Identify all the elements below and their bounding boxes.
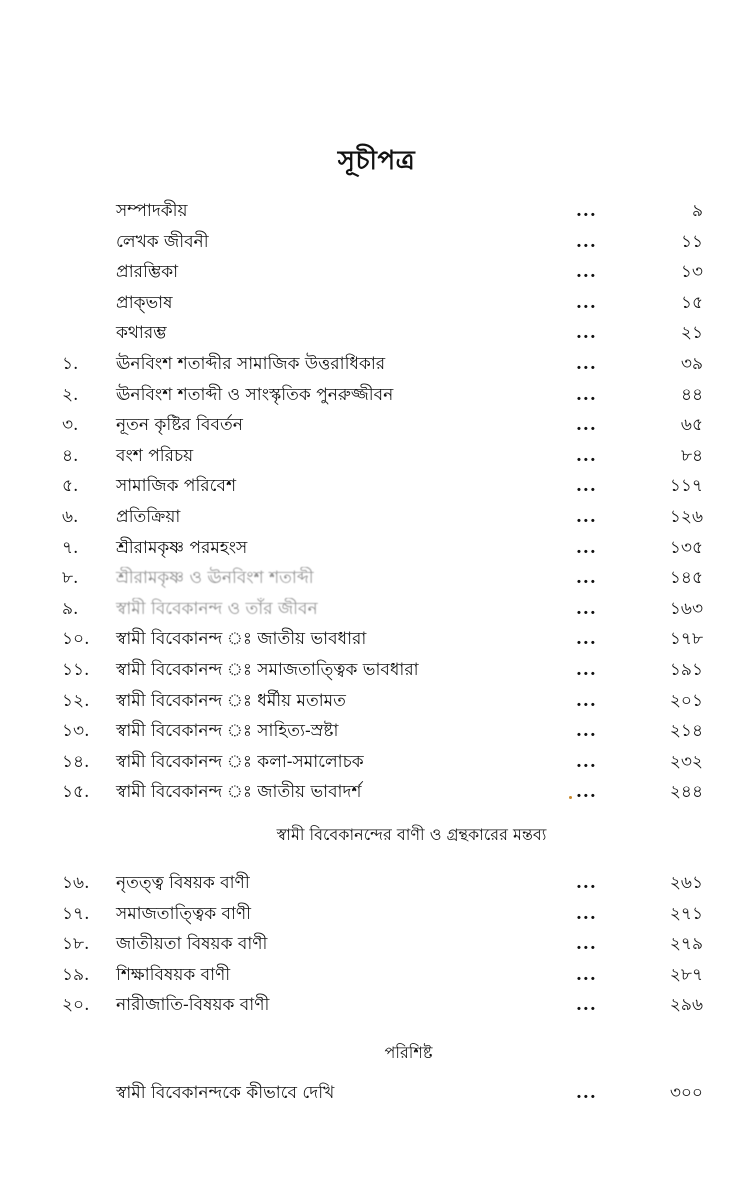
entry-number: ৬. bbox=[62, 506, 79, 527]
dot-leader: ... bbox=[576, 721, 597, 742]
entry-title: কথারম্ভ bbox=[116, 323, 167, 344]
entry-number: ৯. bbox=[62, 598, 79, 619]
entry-number: ৮. bbox=[62, 568, 79, 589]
dot-leader: ... bbox=[576, 262, 597, 283]
toc-entry bbox=[0, 288, 753, 319]
toc-appendix-list bbox=[0, 1078, 753, 1109]
dot-leader: ... bbox=[576, 445, 597, 466]
toc-entry bbox=[0, 868, 753, 899]
entry-title: ঊনবিংশ শতাব্দীর সামাজিক উত্তরাধিকার bbox=[116, 353, 386, 374]
toc-entry bbox=[0, 716, 753, 747]
entry-page-number: ২৭৯ bbox=[669, 934, 703, 955]
entry-page-number: ৮৪ bbox=[680, 445, 703, 466]
toc-entry bbox=[0, 624, 753, 655]
dot-leader: ... bbox=[576, 537, 597, 558]
entry-number: ৫. bbox=[62, 476, 79, 497]
entry-title: প্রারম্ভিকা bbox=[116, 262, 179, 283]
entry-title: স্বামী বিবেকানন্দ ঃ সমাজতাত্ত্বিক ভাবধারা bbox=[116, 659, 419, 680]
entry-number: ১৪. bbox=[62, 751, 90, 772]
entry-number: ১. bbox=[62, 353, 79, 374]
entry-page-number: ১৯১ bbox=[669, 659, 703, 680]
toc-entry bbox=[0, 594, 753, 625]
toc-entry bbox=[0, 777, 753, 808]
entry-title: শিক্ষাবিষয়ক বাণী bbox=[116, 964, 231, 985]
toc-entry bbox=[0, 899, 753, 930]
entry-number: ৩. bbox=[62, 415, 79, 436]
entry-page-number: ২৮৭ bbox=[669, 964, 703, 985]
dot-leader: ... bbox=[576, 903, 597, 924]
entry-title: শ্রীরামকৃষ্ণ পরমহংস bbox=[116, 537, 248, 558]
entry-page-number: ৩০০ bbox=[669, 1083, 703, 1103]
toc-entry bbox=[0, 960, 753, 991]
toc-entry bbox=[0, 471, 753, 502]
entry-page-number: ১৪৫ bbox=[669, 568, 703, 589]
toc-entry bbox=[0, 502, 753, 533]
dot-leader: ... bbox=[576, 353, 597, 374]
entry-page-number: ১১৭ bbox=[669, 476, 703, 497]
toc-entry bbox=[0, 747, 753, 778]
toc-section-list bbox=[0, 868, 753, 1021]
toc-entry bbox=[0, 196, 753, 227]
dot-leader: ... bbox=[576, 659, 597, 680]
entry-title: লেখক জীবনী bbox=[116, 231, 209, 252]
entry-number: ২. bbox=[62, 384, 79, 405]
toc-entry bbox=[0, 686, 753, 717]
toc-entry bbox=[0, 990, 753, 1021]
toc-entry bbox=[0, 563, 753, 594]
dot-leader: ... bbox=[576, 292, 597, 313]
entry-title: প্রাক্‌ভাষ bbox=[116, 292, 173, 313]
entry-title: স্বামী বিবেকানন্দ ঃ ধর্মীয় মতামত bbox=[116, 690, 346, 711]
toc-entry bbox=[0, 349, 753, 380]
entry-page-number: ১৭৮ bbox=[669, 629, 703, 650]
entry-page-number: ২৯৬ bbox=[669, 995, 703, 1016]
dot-leader: ... bbox=[576, 568, 597, 589]
dot-leader: ... bbox=[576, 964, 597, 985]
entry-number: ১৭. bbox=[62, 903, 90, 924]
entry-page-number: ১৩৫ bbox=[669, 537, 703, 558]
entry-title: স্বামী বিবেকানন্দ ঃ জাতীয় ভাবাদর্শ bbox=[116, 782, 362, 803]
entry-page-number: ৪৪ bbox=[680, 384, 703, 405]
toc-entry bbox=[0, 441, 753, 472]
dot-leader: ... bbox=[576, 782, 597, 803]
entry-title: জাতীয়তা বিষয়ক বাণী bbox=[116, 934, 268, 955]
dot-leader: ... bbox=[576, 506, 597, 527]
dot-leader: ... bbox=[576, 384, 597, 405]
entry-title: বংশ পরিচয় bbox=[116, 445, 194, 466]
entry-page-number: ৩৯ bbox=[680, 353, 703, 374]
entry-page-number: ১৬৩ bbox=[669, 598, 703, 619]
entry-title: সম্পাদকীয় bbox=[116, 201, 188, 221]
toc-entry bbox=[0, 533, 753, 564]
entry-page-number: ৯ bbox=[691, 201, 703, 221]
entry-number: ১০. bbox=[62, 629, 90, 650]
entry-title: স্বামী বিবেকানন্দ ঃ সাহিত্য-স্রষ্টা bbox=[116, 721, 339, 742]
entry-page-number: ১৫ bbox=[680, 292, 703, 313]
entry-number: ১১. bbox=[62, 659, 90, 680]
dot-leader: ... bbox=[576, 934, 597, 955]
entry-page-number: ৬৫ bbox=[680, 415, 703, 436]
dot-leader: ... bbox=[576, 751, 597, 772]
entry-number: ১৫. bbox=[62, 782, 90, 803]
toc-entry bbox=[0, 410, 753, 441]
entry-title: নারীজাতি-বিষয়ক বাণী bbox=[116, 995, 270, 1016]
paper-speck bbox=[569, 796, 572, 799]
entry-page-number: ১২৬ bbox=[669, 506, 703, 527]
entry-number: ২০. bbox=[62, 995, 90, 1016]
entry-number: ১৯. bbox=[62, 964, 90, 985]
entry-page-number: ১১ bbox=[680, 231, 703, 252]
entry-title: ঊনবিংশ শতাব্দী ও সাংস্কৃতিক পুনরুজ্জীবন bbox=[116, 384, 394, 405]
entry-title: স্বামী বিবেকানন্দ ঃ কলা-সমালোচক bbox=[116, 751, 364, 772]
dot-leader: ... bbox=[576, 873, 597, 893]
toc-entry bbox=[0, 380, 753, 411]
dot-leader: ... bbox=[576, 231, 597, 252]
dot-leader: ... bbox=[576, 323, 597, 344]
toc-entry bbox=[0, 318, 753, 349]
dot-leader: ... bbox=[576, 1083, 597, 1103]
dot-leader: ... bbox=[576, 598, 597, 619]
entry-title: নূতন কৃষ্টির বিবর্তন bbox=[116, 415, 243, 436]
entry-title: সামাজিক পরিবেশ bbox=[116, 476, 237, 497]
entry-page-number: ২৪৪ bbox=[669, 782, 703, 803]
dot-leader: ... bbox=[576, 476, 597, 497]
toc-entry bbox=[0, 227, 753, 258]
entry-page-number: ২৬১ bbox=[669, 873, 703, 893]
entry-page-number: ২০১ bbox=[669, 690, 703, 711]
entry-page-number: ১৩ bbox=[680, 262, 703, 283]
entry-title: স্বামী বিবেকানন্দ ঃ জাতীয় ভাবধারা bbox=[116, 629, 367, 650]
toc-main-list bbox=[0, 196, 753, 808]
entry-number: ১৬. bbox=[62, 873, 90, 893]
entry-title: নৃতত্ত্ব বিষয়ক বাণী bbox=[116, 873, 250, 893]
dot-leader: ... bbox=[576, 690, 597, 711]
entry-page-number: ২৩২ bbox=[669, 751, 703, 772]
dot-leader: ... bbox=[576, 995, 597, 1016]
entry-number: ৪. bbox=[62, 445, 79, 466]
entry-number: ১৩. bbox=[62, 721, 90, 742]
entry-page-number: ২৭১ bbox=[669, 903, 703, 924]
dot-leader: ... bbox=[576, 201, 597, 221]
toc-entry bbox=[0, 1078, 753, 1109]
entry-number: ১৮. bbox=[62, 934, 90, 955]
dot-leader: ... bbox=[576, 629, 597, 650]
entry-title: সমাজতাত্ত্বিক বাণী bbox=[116, 903, 252, 924]
entry-title: শ্রীরামকৃষ্ণ ও ঊনবিংশ শতাব্দী bbox=[116, 568, 314, 589]
entry-title: স্বামী বিবেকানন্দ ও তাঁর জীবন bbox=[116, 598, 318, 619]
toc-entry bbox=[0, 257, 753, 288]
entry-title: স্বামী বিবেকানন্দকে কীভাবে দেখি bbox=[116, 1083, 335, 1103]
entry-page-number: ২১ bbox=[680, 323, 703, 344]
section-heading: স্বামী বিবেকানন্দের বাণী ও গ্রন্থকারের মন্তব্য bbox=[276, 825, 547, 844]
entry-title: প্রতিক্রিয়া bbox=[116, 506, 181, 527]
toc-entry bbox=[0, 655, 753, 686]
entry-number: ৭. bbox=[62, 537, 79, 558]
toc-entry bbox=[0, 929, 753, 960]
dot-leader: ... bbox=[576, 415, 597, 436]
appendix-heading: পরিশিষ্ট bbox=[384, 1043, 433, 1062]
page-title: সূচীপত্র bbox=[337, 146, 416, 176]
entry-number: ১২. bbox=[62, 690, 90, 711]
entry-page-number: ২১৪ bbox=[669, 721, 703, 742]
